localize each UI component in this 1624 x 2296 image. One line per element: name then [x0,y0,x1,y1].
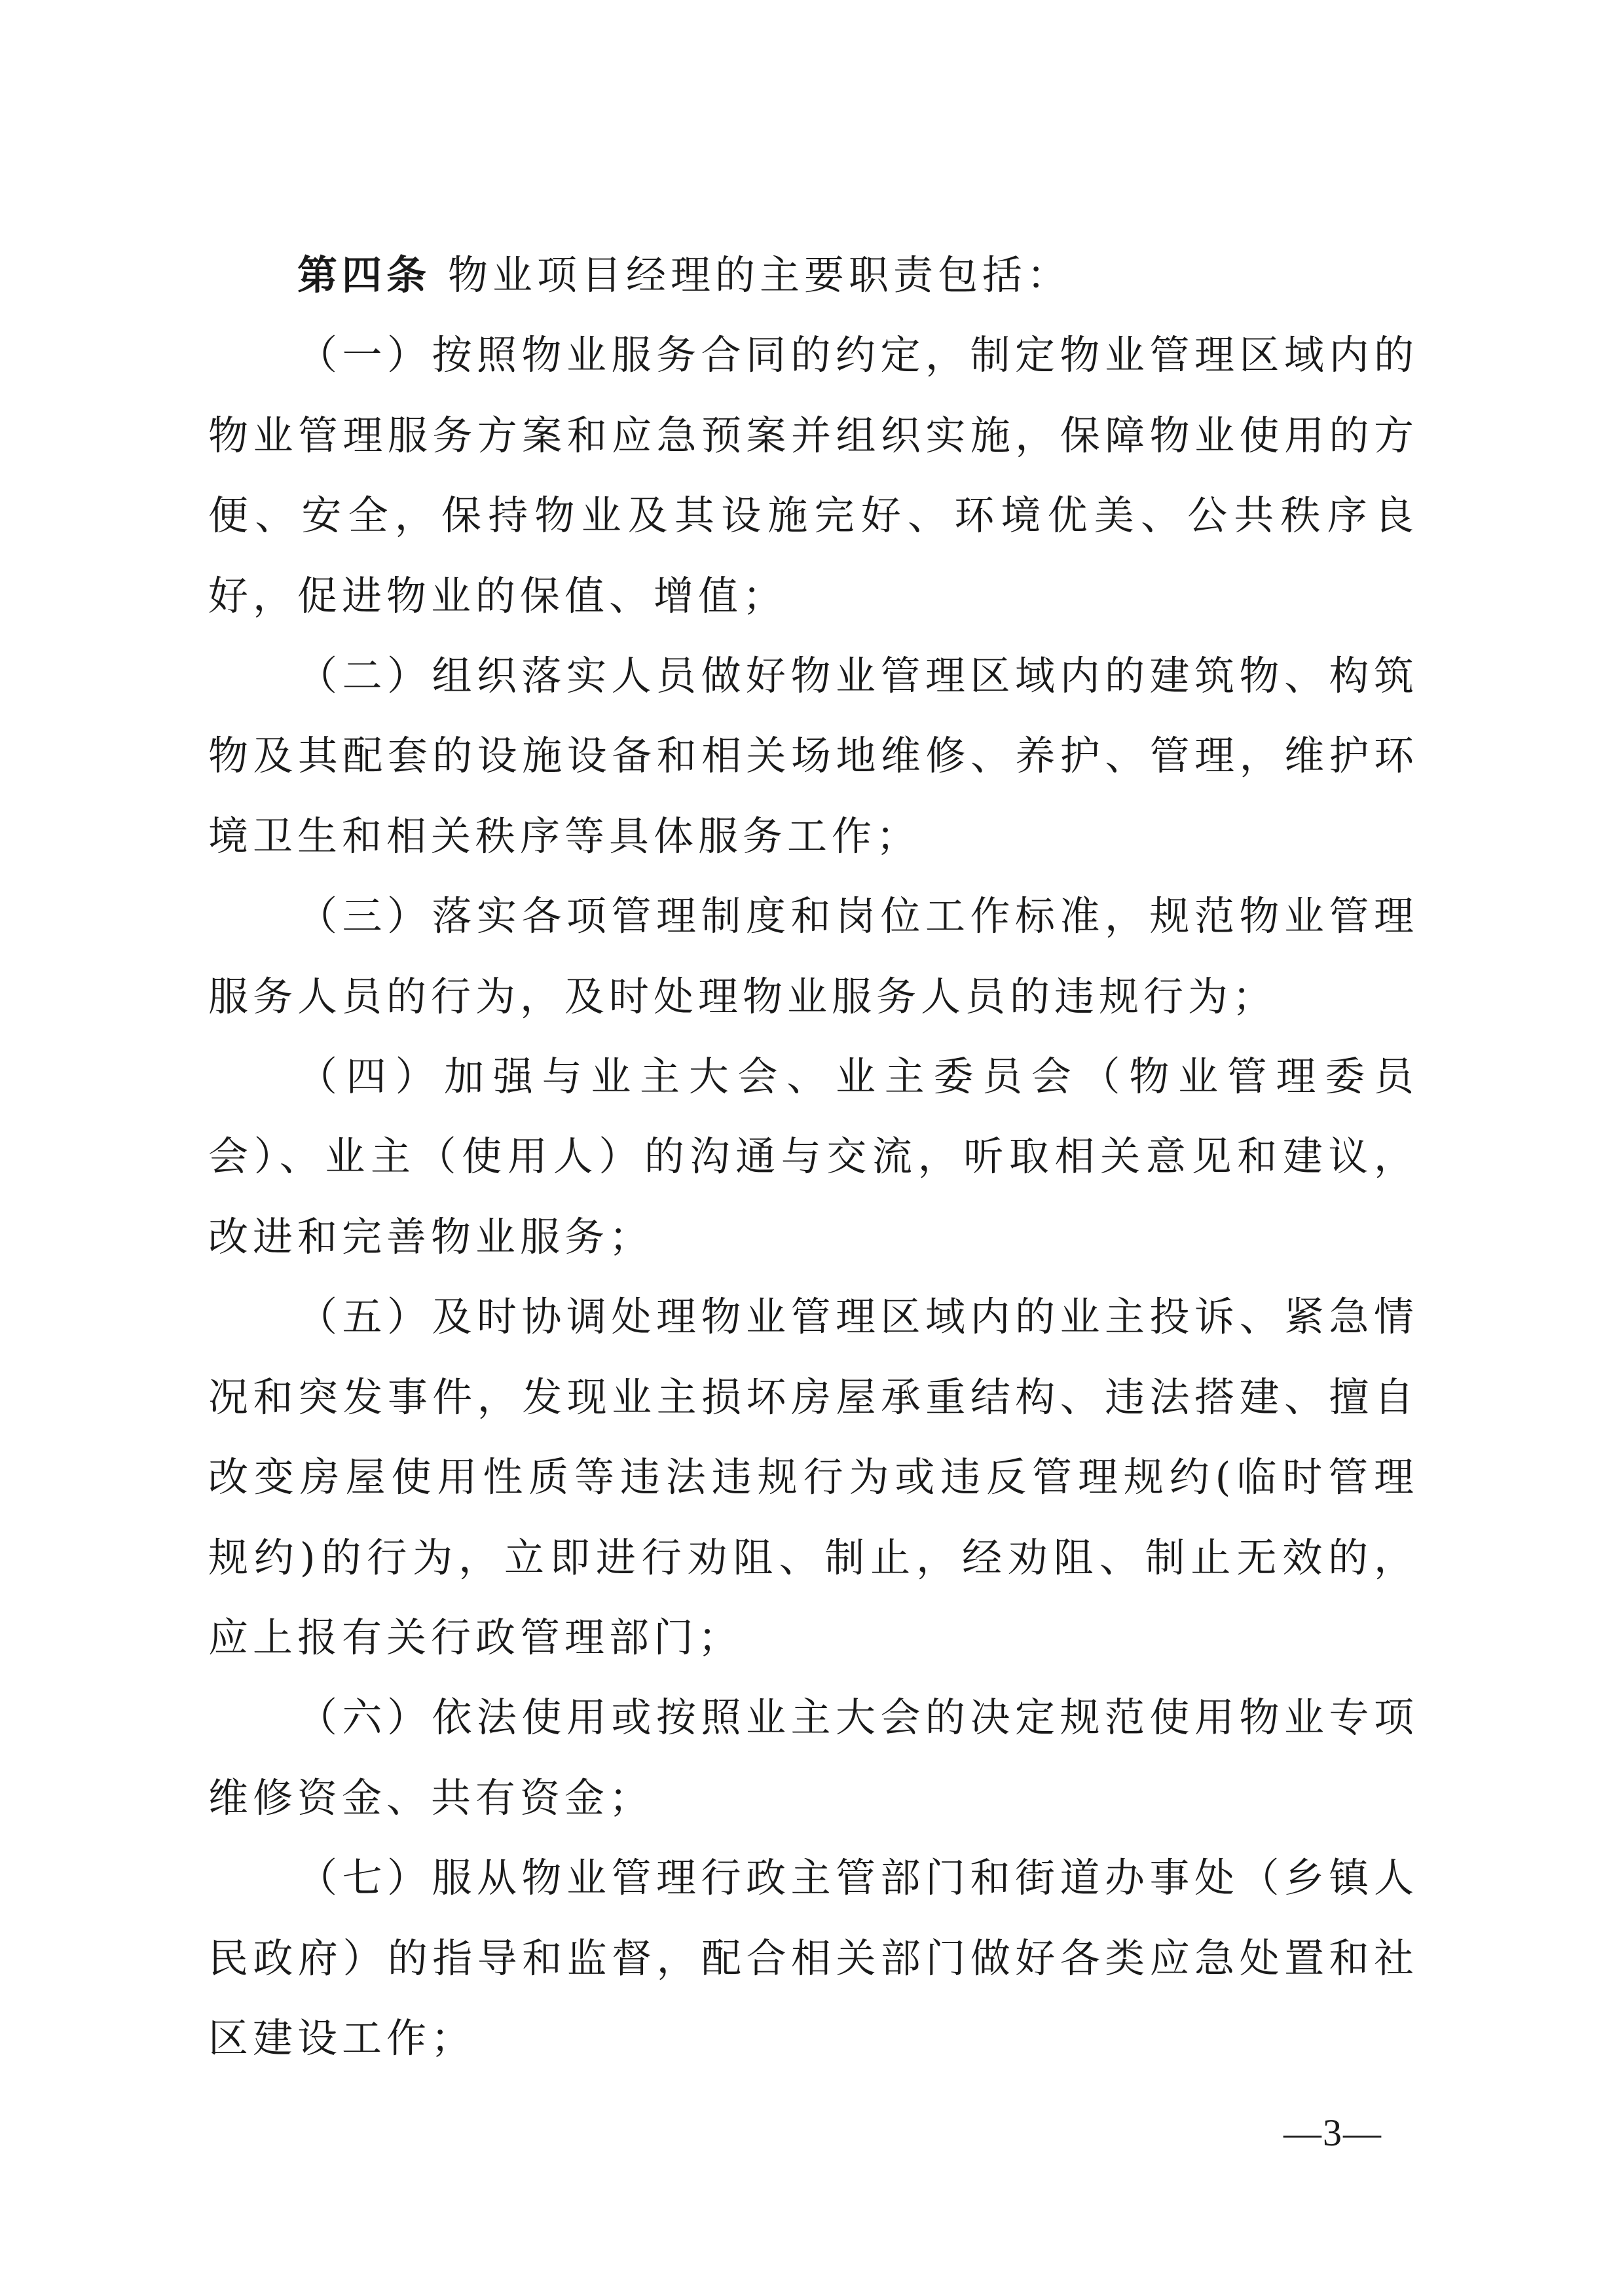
article-intro [208,236,1418,316]
duty-item-4: （四）加强与业主大会、业主委员会（物业管理委员会）、业主（使用人）的沟通与交流，听取相关意见和建议，改进和完善物业服务； [208,1053,1418,1260]
duty-item-3: （三）落实各项管理制度和岗位工作标准，规范物业管理服务人员的行为，及时处理物业服务人员的违规行为； [208,893,1418,1020]
article-intro-text: 物业项目经理的主要职责包括： [448,252,1072,299]
duty-item-6: （六）依法使用或按照业主大会的决定规范使用物业专项维修资金、共有资金； [208,1694,1418,1821]
article-heading: 第四条 [297,252,432,299]
page-number: —3— [1283,2111,1382,2154]
duty-item-7: （七）服从物业管理行政主管部门和街道办事处（乡镇人民政府）的指导和监督，配合相关部门做好各类应急处置和社区建设工作； [208,1855,1418,2062]
duty-item-1: （一）按照物业服务合同的约定，制定物业管理区域内的物业管理服务方案和应急预案并组织实施，保障物业使用的方便、安全，保持物业及其设施完好、环境优美、公共秩序良好，促进物业的保值、增值； [208,332,1418,619]
duty-item-5: （五）及时协调处理物业管理区域内的业主投诉、紧急情况和突发事件，发现业主损坏房屋承重结构、违法搭建、擅自改变房屋使用性质等违法违规行为或违反管理规约(临时管理 规约)的行为，立即进行劝阻、制止，经劝阻、制止无效的，应上报有关行政管理部门； [208,1294,1418,1661]
document-body [208,236,1418,2079]
duty-item-2: （二）组织落实人员做好物业管理区域内的建筑物、构筑物及其配套的设施设备和相关场地维修、养护、管理，维护环境卫生和相关秩序等具体服务工作； [208,653,1418,860]
